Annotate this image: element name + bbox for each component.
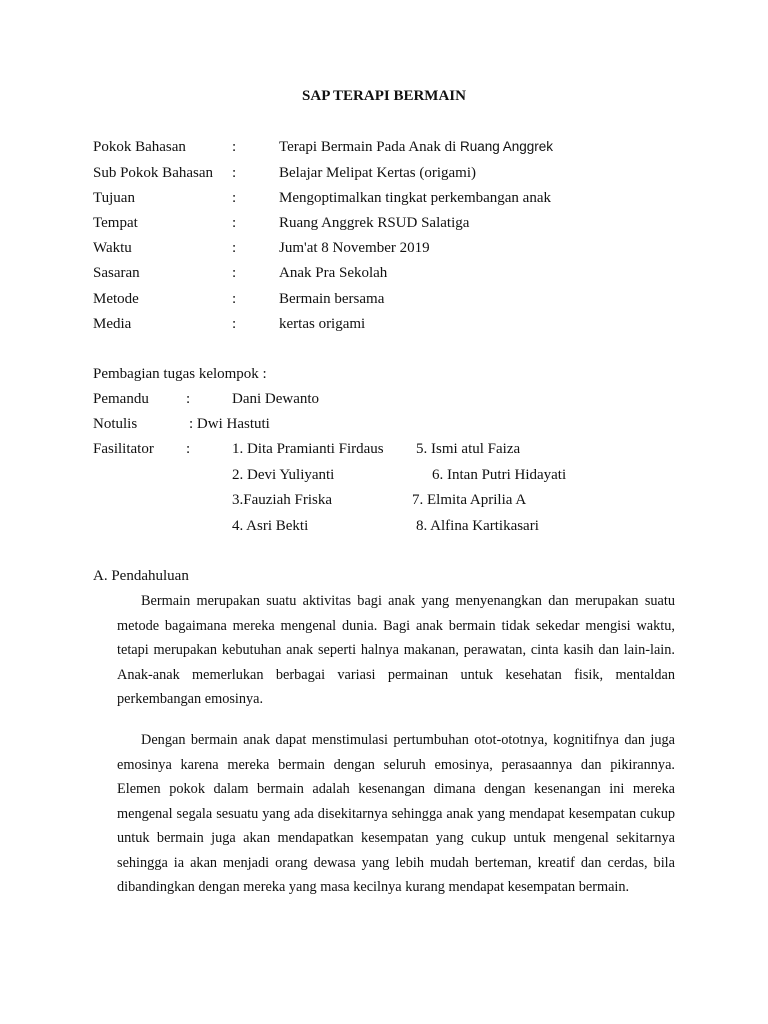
- fasilitator-member: 3.Fauziah Friska: [232, 492, 332, 508]
- info-value: [279, 138, 553, 156]
- pemandu-label: Pemandu: [93, 391, 149, 407]
- paragraph: [117, 589, 675, 712]
- notulis-label: Notulis: [93, 416, 138, 432]
- section-heading: A. Pendahuluan: [93, 568, 189, 584]
- info-label: Metode: [93, 291, 139, 307]
- info-separator: :: [232, 190, 237, 206]
- info-value-text: Terapi Bermain Pada Anak di: [279, 139, 460, 155]
- info-label: Waktu: [93, 240, 132, 256]
- fasilitator-member: 8. Alfina Kartikasari: [416, 518, 539, 534]
- info-value-extra: Ruang Anggrek: [459, 139, 554, 154]
- fasilitator-member: 7. Elmita Aprilia A: [412, 492, 527, 508]
- fasilitator-member: 5. Ismi atul Faiza: [416, 441, 521, 457]
- info-separator: :: [232, 165, 237, 181]
- info-value: kertas origami: [279, 316, 366, 332]
- fasilitator-member: 1. Dita Pramianti Firdaus: [232, 441, 384, 457]
- info-separator: :: [232, 139, 237, 155]
- info-value: Jum'at 8 November 2019: [279, 240, 430, 256]
- document-title: SAP TERAPI BERMAIN: [302, 88, 466, 104]
- fasilitator-member: 4. Asri Bekti: [232, 518, 309, 534]
- info-value: Mengoptimalkan tingkat perkembangan anak: [279, 190, 551, 206]
- paragraph: [117, 728, 675, 900]
- pemandu-separator: :: [186, 391, 191, 407]
- info-label: Sub Pokok Bahasan: [93, 165, 213, 181]
- info-separator: :: [232, 291, 237, 307]
- paragraph-text: Dengan bermain anak dapat menstimulasi pertumbuhan otot-ototnya, kognitifnya dan juga emosinya karena mereka bermain dengan seluruh emosinya, perasaannya dan pikirannya. Elemen pokok dalam bermain adalah kesenangan dimana dengan kesenangan ini mereka mengenal segala sesuatu yang ada disekitarnya sehingga anak yang mendapat kesempatan cukup untuk bermain juga akan mendapatkan kesempatan yang cukup untuk mengenal sekitarnya sehingga ia akan menjadi orang dewasa yang lebih mudah berteman, kreatif dan cerdas, bila dibandingkan dengan mereka yang masa kecilnya kurang mendapat kesempatan bermain.: [117, 732, 675, 895]
- paragraph-text: Bermain merupakan suatu aktivitas bagi anak yang menyenangkan dan merupakan suatu metode bagaimana mereka mengenal dunia. Bagi anak bermain tidak sekedar mengisi waktu, tetapi merupakan kebutuhan anak seperti halnya makanan, perawatan, cinta kasih dan lain-lain. Anak-anak memerlukan berbagai variasi permainan untuk kesehatan fisik, mentaldan perkembangan emosinya.: [117, 593, 675, 707]
- info-separator: :: [232, 240, 237, 256]
- info-value: Ruang Anggrek RSUD Salatiga: [279, 215, 470, 231]
- info-label: Sasaran: [93, 265, 140, 281]
- info-value: Bermain bersama: [279, 291, 385, 307]
- fasilitator-member: 2. Devi Yuliyanti: [232, 467, 335, 483]
- info-separator: :: [232, 265, 237, 281]
- fasilitator-separator: :: [186, 441, 191, 457]
- info-separator: :: [232, 316, 237, 332]
- info-separator: :: [232, 215, 237, 231]
- info-label: Media: [93, 316, 132, 332]
- info-label: Pokok Bahasan: [93, 139, 186, 155]
- info-value: Anak Pra Sekolah: [279, 265, 388, 281]
- info-value: Belajar Melipat Kertas (origami): [279, 165, 477, 181]
- notulis-value: : Dwi Hastuti: [189, 416, 270, 432]
- fasilitator-label: Fasilitator: [93, 441, 154, 457]
- pemandu-value: Dani Dewanto: [232, 391, 320, 407]
- info-label: Tujuan: [93, 190, 135, 206]
- fasilitator-member: 6. Intan Putri Hidayati: [432, 467, 567, 483]
- info-label: Tempat: [93, 215, 138, 231]
- group-heading: Pembagian tugas kelompok :: [93, 366, 267, 382]
